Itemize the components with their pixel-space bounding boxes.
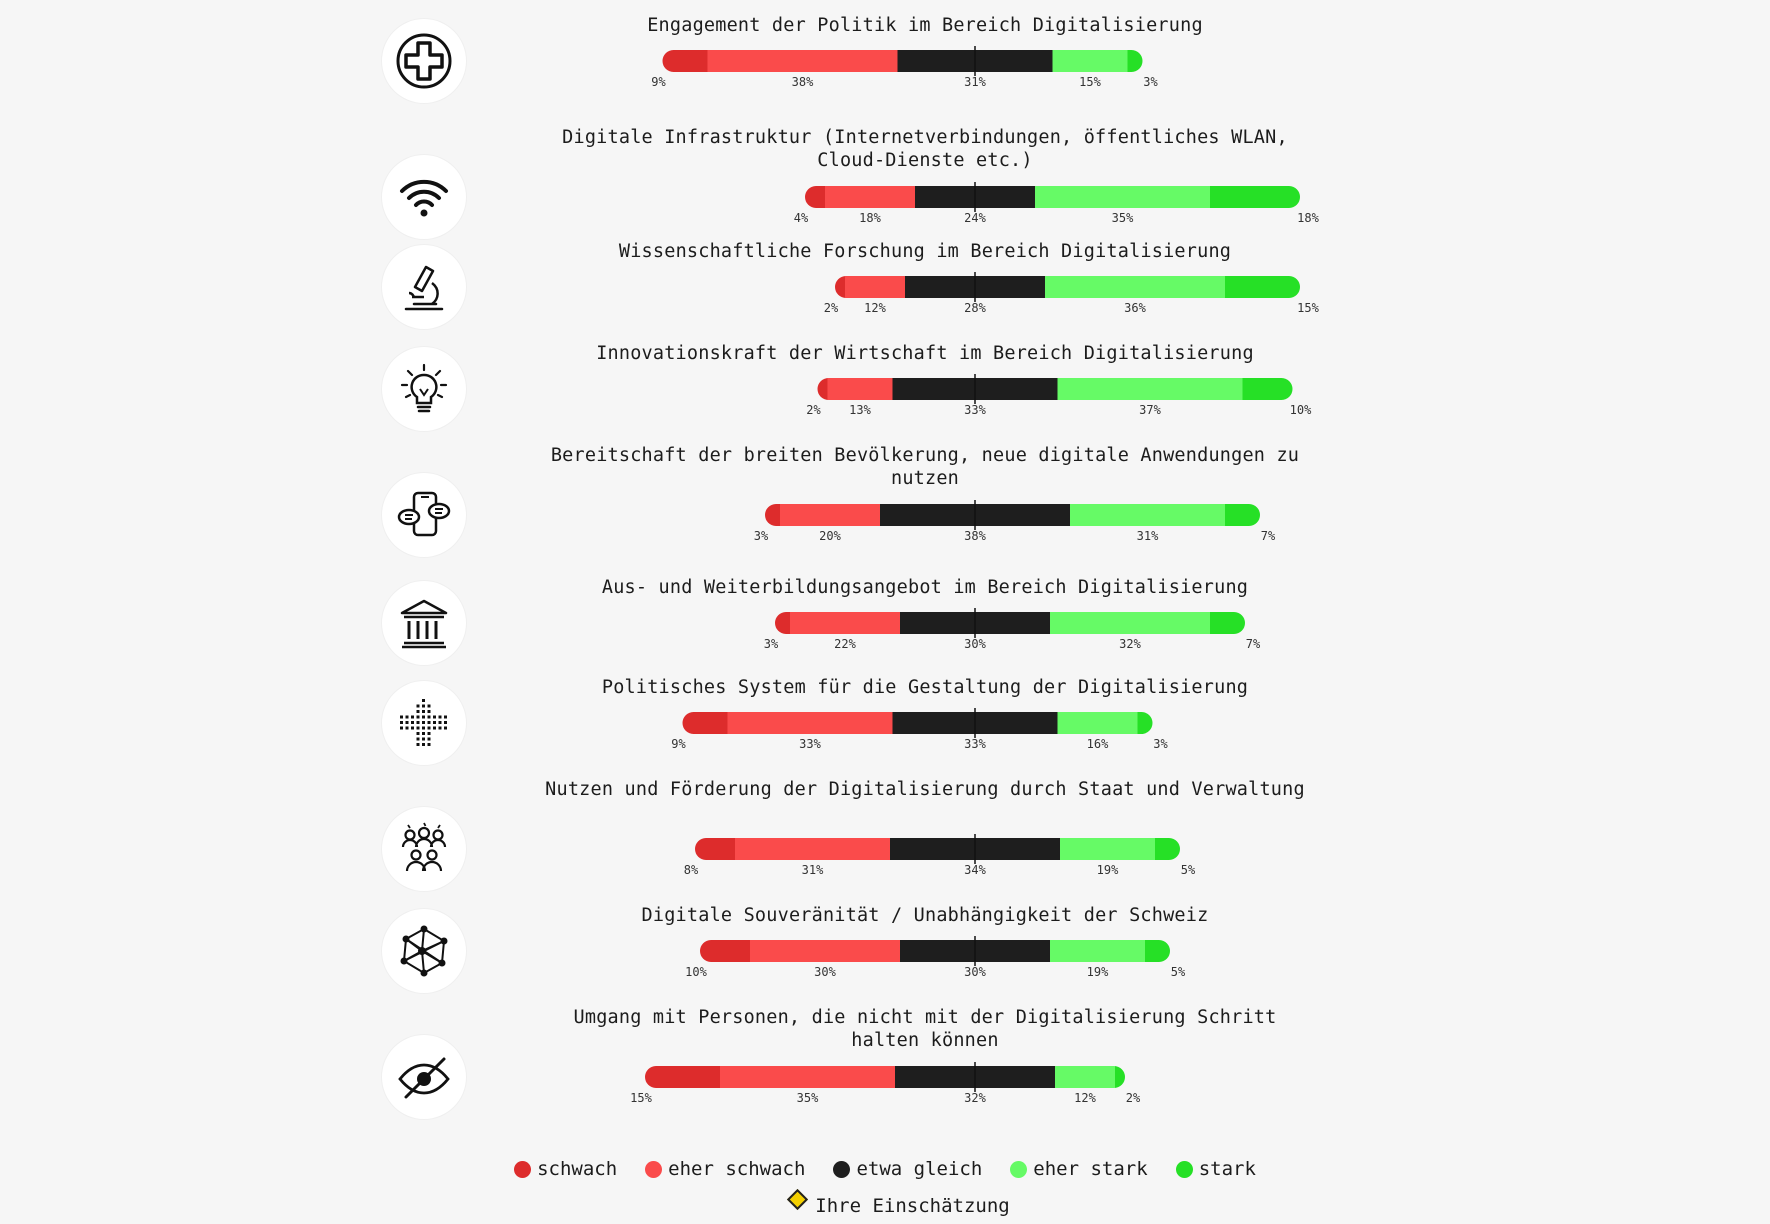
stacked-bar: [818, 378, 1294, 400]
value-label: 20%: [819, 529, 841, 543]
legend-item-etwa-gleich: [833, 1158, 982, 1180]
legend-label: eher stark: [1033, 1158, 1148, 1180]
value-label: 38%: [964, 529, 986, 543]
stacked-bar: [663, 50, 1144, 72]
bar-segment-eher-schwach: [828, 378, 894, 400]
people-group-icon: [394, 819, 454, 879]
value-label: 35%: [796, 1091, 819, 1105]
icon-circle: [382, 473, 466, 557]
value-label: 9%: [651, 75, 666, 89]
bar-segment-stark: [1243, 378, 1294, 400]
bar-segment-eher-stark: [1050, 940, 1146, 962]
category-title: Innovationskraft der Wirtschaft im Bereich Digitalisierung: [596, 343, 1254, 364]
category-title: Digitale Infrastruktur (Internetverbindungen, öffentliches WLAN, Cloud-Dienste etc.): [562, 127, 1288, 171]
value-label: 31%: [801, 863, 824, 877]
value-label: 3%: [1143, 75, 1158, 89]
bar-segment-schwach: [818, 378, 829, 400]
legend-marker-row: [0, 1192, 1770, 1219]
legend-item-schwach: [514, 1158, 617, 1180]
value-label: 34%: [964, 863, 986, 877]
wifi-icon: [394, 167, 454, 227]
value-label: 38%: [791, 75, 814, 89]
value-label: 4%: [793, 211, 809, 225]
bar-segment-eher-stark: [1058, 378, 1244, 400]
value-label: 19%: [1086, 965, 1109, 979]
institution-building-icon: [394, 593, 454, 653]
legend-swatch: [514, 1161, 531, 1178]
value-label: 30%: [964, 637, 986, 651]
stacked-bar: [695, 838, 1181, 860]
category-title: Wissenschaftliche Forschung im Bereich Digitalisierung: [618, 241, 1232, 262]
icon-circle: [382, 1035, 466, 1119]
value-label: 28%: [964, 301, 986, 315]
legend: [0, 1158, 1770, 1180]
bar-segment-eher-schwach: [728, 712, 894, 734]
bar-segment-eher-schwach: [735, 838, 891, 860]
category-title: Aus- und Weiterbildungsangebot im Bereich Digitalisierung: [601, 577, 1249, 598]
legend-label: schwach: [537, 1158, 618, 1180]
value-label: 33%: [964, 737, 986, 751]
value-label: 37%: [1139, 403, 1161, 417]
bar-segment-schwach: [765, 504, 781, 526]
bar-segment-stark: [1225, 504, 1261, 526]
icon-circle: [382, 155, 466, 239]
bar-segment-eher-stark: [1045, 276, 1226, 298]
legend-label: etwa gleich: [856, 1158, 983, 1180]
value-label: 32%: [1119, 637, 1141, 651]
value-label: 2%: [823, 301, 839, 315]
value-label: 3%: [763, 637, 779, 651]
value-label: 12%: [864, 301, 886, 315]
bar-segment-eher-schwach: [790, 612, 901, 634]
smartphone-chat-icon: [394, 485, 454, 545]
icon-circle: [382, 347, 466, 431]
stacked-bar: [765, 504, 1261, 526]
value-label: 31%: [1136, 529, 1159, 543]
bar-segment-schwach: [805, 186, 826, 208]
bar-segment-schwach: [683, 712, 729, 734]
bar-segment-stark: [1155, 838, 1181, 860]
value-label: 18%: [859, 211, 881, 225]
bar-segment-schwach: [700, 940, 751, 962]
swiss-cross-dots-icon: [394, 693, 454, 753]
bar-segment-stark: [1225, 276, 1301, 298]
value-label: 15%: [630, 1091, 652, 1105]
bar-segment-eher-schwach: [845, 276, 906, 298]
legend-item-stark: [1176, 1158, 1256, 1180]
legend-swatch: [1010, 1161, 1027, 1178]
value-label: 8%: [683, 863, 699, 877]
bar-segment-eher-stark: [1058, 712, 1139, 734]
bar-segment-stark: [1145, 940, 1171, 962]
icon-circle: [382, 909, 466, 993]
value-label: 15%: [1079, 75, 1101, 89]
legend-swatch: [1176, 1161, 1193, 1178]
lightbulb-icon: [394, 359, 454, 419]
icon-circle: [382, 581, 466, 665]
value-label: 5%: [1180, 863, 1196, 877]
category-title: Umgang mit Personen, die nicht mit der Digitalisierung Schritt halten können: [573, 1007, 1277, 1051]
category-title: Digitale Souveränität / Unabhängigkeit der Schweiz: [641, 905, 1209, 926]
icon-circle: [382, 19, 466, 103]
bar-segment-stark: [1210, 612, 1246, 634]
value-label: 35%: [1111, 211, 1134, 225]
legend-label: stark: [1198, 1158, 1256, 1180]
legend-item-eher-schwach: [645, 1158, 805, 1180]
value-label: 18%: [1297, 211, 1319, 225]
category-title: Politisches System für die Gestaltung der Digitalisierung: [601, 677, 1249, 698]
value-label: 2%: [1125, 1091, 1141, 1105]
legend-marker-label: Ihre Einschätzung: [815, 1194, 1010, 1217]
medical-cross-icon: [394, 31, 454, 91]
value-label: 19%: [1096, 863, 1119, 877]
value-label: 36%: [1124, 301, 1146, 315]
value-label: 2%: [806, 403, 821, 417]
icon-circle: [382, 681, 466, 765]
bar-segment-eher-schwach: [825, 186, 916, 208]
stacked-bar: [645, 1066, 1126, 1088]
value-label: 30%: [964, 965, 986, 979]
stacked-bar: [700, 940, 1171, 962]
category-title: Bereitschaft der breiten Bevölkerung, neue digitale Anwendungen zu nutzen: [550, 445, 1300, 489]
value-label: 3%: [1153, 737, 1168, 751]
diamond-marker-icon: [787, 1189, 808, 1210]
value-label: 7%: [1260, 529, 1276, 543]
bar-segment-schwach: [775, 612, 791, 634]
bar-segment-eher-schwach: [708, 50, 899, 72]
bar-segment-eher-stark: [1055, 1066, 1116, 1088]
bar-segment-eher-stark: [1053, 50, 1129, 72]
category-title: Nutzen und Förderung der Digitalisierung durch Staat und Verwaltung: [545, 779, 1305, 800]
bar-segment-eher-stark: [1070, 504, 1226, 526]
legend-label: eher schwach: [668, 1158, 806, 1180]
value-label: 10%: [1289, 403, 1312, 417]
network-polyhedron-icon: [394, 921, 454, 981]
value-label: 33%: [799, 737, 821, 751]
value-label: 24%: [964, 211, 986, 225]
bar-segment-schwach: [695, 838, 736, 860]
bar-segment-eher-stark: [1060, 838, 1156, 860]
icon-circle: [382, 245, 466, 329]
bar-segment-eher-schwach: [750, 940, 901, 962]
bar-segment-schwach: [835, 276, 846, 298]
value-label: 32%: [964, 1091, 986, 1105]
value-label: 3%: [753, 529, 769, 543]
value-label: 10%: [685, 965, 707, 979]
value-label: 22%: [834, 637, 856, 651]
legend-item-ihre-einschaetzung: [790, 1192, 1009, 1219]
value-label: 31%: [964, 75, 986, 89]
bar-segment-schwach: [663, 50, 709, 72]
legend-swatch: [645, 1161, 662, 1178]
eye-crossed-icon: [394, 1047, 454, 1107]
stacked-bar: [775, 612, 1246, 634]
legend-swatch: [833, 1161, 850, 1178]
value-label: 9%: [671, 737, 686, 751]
stacked-bar: [805, 186, 1301, 208]
bar-segment-eher-schwach: [720, 1066, 896, 1088]
value-label: 12%: [1074, 1091, 1096, 1105]
value-label: 16%: [1086, 737, 1109, 751]
bar-segment-stark: [1138, 712, 1154, 734]
bar-segment-eher-stark: [1035, 186, 1211, 208]
value-label: 7%: [1245, 637, 1261, 651]
bar-segment-stark: [1128, 50, 1144, 72]
stacked-bar: [835, 276, 1301, 298]
value-label: 30%: [814, 965, 836, 979]
bar-segment-schwach: [645, 1066, 721, 1088]
stacked-bar: [683, 712, 1154, 734]
bar-segment-stark: [1115, 1066, 1126, 1088]
legend-item-eher-stark: [1010, 1158, 1147, 1180]
bar-segment-eher-stark: [1050, 612, 1211, 634]
value-label: 15%: [1297, 301, 1319, 315]
bar-segment-eher-schwach: [780, 504, 881, 526]
value-label: 13%: [849, 403, 871, 417]
value-label: 5%: [1170, 965, 1186, 979]
value-label: 33%: [964, 403, 986, 417]
category-title: Engagement der Politik im Bereich Digitalisierung: [647, 15, 1203, 36]
microscope-icon: [394, 257, 454, 317]
bar-segment-stark: [1210, 186, 1301, 208]
icon-circle: [382, 807, 466, 891]
